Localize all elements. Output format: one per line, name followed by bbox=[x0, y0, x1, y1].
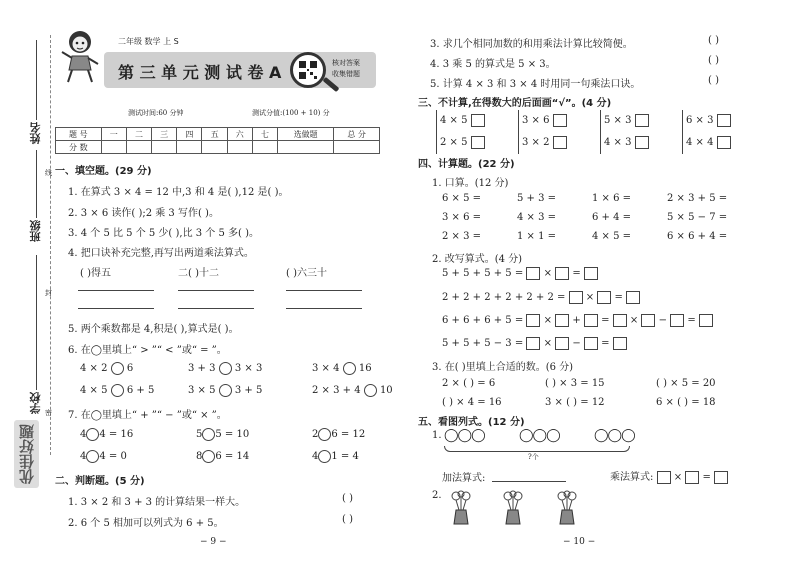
compare-pair: 5 × 3 4 × 3 bbox=[600, 110, 649, 154]
section5-title: 五、看图列式。(12 分) bbox=[418, 417, 525, 428]
judge-blank[interactable]: ( ) bbox=[342, 514, 353, 525]
answer-box[interactable] bbox=[569, 291, 583, 304]
s2-q5: 5. 计算 4 × 3 和 3 × 4 时用同一句乘法口诀。 bbox=[430, 79, 641, 90]
school-line[interactable] bbox=[36, 255, 37, 390]
answer-circle[interactable] bbox=[86, 428, 99, 441]
grade-info: 二年级 数学 上 S bbox=[118, 37, 179, 46]
page-number-right: − 10 − bbox=[563, 537, 596, 547]
oral-item[interactable]: 2 × 3 + 5 = bbox=[667, 193, 728, 204]
compare-item: 3 × 5 3 + 5 bbox=[188, 385, 263, 396]
answer-box[interactable] bbox=[584, 314, 598, 327]
answer-circle[interactable] bbox=[318, 428, 331, 441]
name-line[interactable] bbox=[36, 40, 37, 120]
fill-item[interactable]: ( ) × 4 = 16 bbox=[442, 397, 502, 408]
score-cell[interactable] bbox=[278, 141, 334, 154]
judge-blank[interactable]: ( ) bbox=[342, 493, 353, 504]
check-box[interactable] bbox=[471, 114, 485, 127]
answer-box[interactable] bbox=[584, 337, 598, 350]
oral-item[interactable]: 6 × 5 = bbox=[442, 193, 482, 204]
operator-item: 2 6 = 12 bbox=[312, 429, 366, 440]
answer-circle[interactable] bbox=[86, 450, 99, 463]
fill-title: 3. 在( )里填上合适的数。(6 分) bbox=[432, 362, 574, 373]
compare-pair: 6 × 3 4 × 4 bbox=[682, 110, 731, 154]
table-cell: 选做题 bbox=[278, 128, 334, 141]
page-number-left: − 9 − bbox=[200, 537, 227, 547]
answer-box[interactable] bbox=[555, 314, 569, 327]
score-cell[interactable] bbox=[126, 141, 151, 154]
score-cell[interactable] bbox=[101, 141, 126, 154]
s1-q4-item-3[interactable]: ( )六三十 bbox=[286, 268, 327, 279]
fill-item[interactable]: ( ) × 3 = 15 bbox=[545, 378, 605, 389]
qr-text-1: 核对答案 bbox=[332, 59, 360, 67]
s1-q4: 4. 把口诀补充完整,再写出两道乘法算式。 bbox=[68, 248, 254, 259]
s5-q2-label: 2. bbox=[432, 490, 442, 501]
oral-item[interactable]: 5 × 5 − 7 = bbox=[667, 212, 728, 223]
compare-pair: 4 × 5 2 × 5 bbox=[436, 110, 485, 154]
fill-item[interactable]: 2 × ( ) = 6 bbox=[442, 378, 496, 389]
answer-box[interactable] bbox=[685, 471, 699, 484]
compare-item: 3 + 3 3 × 3 bbox=[188, 363, 263, 374]
answer-box[interactable] bbox=[526, 337, 540, 350]
score-cell[interactable] bbox=[227, 141, 252, 154]
answer-circle[interactable] bbox=[202, 428, 215, 441]
compare-item: 3 × 4 16 bbox=[312, 363, 372, 374]
s2-q1: 1. 3 × 2 和 3 + 3 的计算结果一样大。 bbox=[68, 497, 246, 508]
brace-label: ?个 bbox=[528, 453, 539, 461]
answer-box[interactable] bbox=[657, 471, 671, 484]
s1-q6: 6. 在◯里填上“ > ”“ < ”或“ = ”。 bbox=[68, 345, 227, 356]
class-label: 班级 bbox=[29, 220, 42, 242]
operator-item: 4 1 = 4 bbox=[312, 451, 359, 462]
answer-circle[interactable] bbox=[364, 384, 377, 397]
compare-item: 4 × 5 6 + 5 bbox=[80, 385, 155, 396]
oral-title: 1. 口算。(12 分) bbox=[432, 178, 509, 189]
operator-item: 5 5 = 10 bbox=[196, 429, 250, 440]
fill-item[interactable]: 6 × ( ) = 18 bbox=[656, 397, 716, 408]
class-line[interactable] bbox=[36, 150, 37, 218]
qr-code-icon[interactable] bbox=[290, 52, 326, 88]
score-cell[interactable] bbox=[202, 141, 227, 154]
answer-line[interactable] bbox=[286, 308, 362, 309]
check-box[interactable] bbox=[635, 114, 649, 127]
s5-q1-label: 1. bbox=[432, 430, 442, 441]
s1-q5[interactable]: 5. 两个乘数都是 4,积是( ),算式是( )。 bbox=[68, 324, 239, 335]
section3-title: 三、不计算,在得数大的后面画“√”。(4 分) bbox=[418, 98, 612, 109]
answer-box[interactable] bbox=[526, 267, 540, 280]
table-cell: 一 bbox=[101, 128, 126, 141]
check-box[interactable] bbox=[635, 136, 649, 149]
brand-logo: 优佳好题 bbox=[14, 420, 39, 488]
cut-line bbox=[50, 35, 51, 455]
s1-q3[interactable]: 3. 4 个 5 比 5 个 5 少( ),比 3 个 5 多( )。 bbox=[68, 228, 260, 239]
check-box[interactable] bbox=[553, 136, 567, 149]
s2-q4: 4. 3 乘 5 的算式是 5 × 3。 bbox=[430, 59, 556, 70]
oral-item[interactable]: 1 × 1 = bbox=[517, 231, 557, 242]
rewrite-row: 5 + 5 + 5 − 3 = × − = bbox=[442, 337, 627, 350]
s2-q2: 2. 6 个 5 相加可以列式为 6 + 5。 bbox=[68, 518, 224, 529]
oral-item[interactable]: 2 × 3 = bbox=[442, 231, 482, 242]
answer-box[interactable] bbox=[670, 314, 684, 327]
check-box[interactable] bbox=[717, 136, 731, 149]
rewrite-title: 2. 改写算式。(4 分) bbox=[432, 254, 523, 265]
table-cell: 三 bbox=[152, 128, 177, 141]
table-cell: 六 bbox=[227, 128, 252, 141]
answer-circle[interactable] bbox=[219, 362, 232, 375]
check-box[interactable] bbox=[553, 114, 567, 127]
oral-item[interactable]: 6 + 4 = bbox=[592, 212, 632, 223]
line-mark-3: 密 bbox=[45, 409, 52, 417]
answer-box[interactable] bbox=[613, 314, 627, 327]
rewrite-row: 5 + 5 + 5 + 5 = × = bbox=[442, 267, 598, 280]
table-cell: 二 bbox=[126, 128, 151, 141]
score-cell[interactable] bbox=[334, 141, 380, 154]
compare-pair: 3 × 6 3 × 2 bbox=[518, 110, 567, 154]
qr-text-2: 收集错题 bbox=[332, 70, 360, 78]
answer-box[interactable] bbox=[626, 291, 640, 304]
answer-box[interactable] bbox=[699, 314, 713, 327]
answer-circle[interactable] bbox=[202, 450, 215, 463]
operator-item: 4 4 = 0 bbox=[80, 451, 127, 462]
page-title: 第 三 单 元 测 试 卷 A bbox=[118, 63, 282, 82]
mascot-girl bbox=[58, 28, 100, 84]
score-cell[interactable] bbox=[177, 141, 202, 154]
score-table bbox=[55, 127, 380, 154]
add-label: 加法算式: bbox=[442, 473, 486, 484]
judge-blank[interactable]: ( ) bbox=[708, 35, 719, 46]
table-cell: 七 bbox=[252, 128, 277, 141]
s1-q4-item-2[interactable]: 二( )十二 bbox=[178, 268, 219, 279]
table-cell: 总 分 bbox=[334, 128, 380, 141]
answer-box[interactable] bbox=[555, 337, 569, 350]
table-cell: 五 bbox=[202, 128, 227, 141]
compare-item: 4 × 2 6 bbox=[80, 363, 134, 374]
oral-item[interactable]: 4 × 3 = bbox=[517, 212, 557, 223]
mul-label: 乘法算式: × = bbox=[610, 468, 728, 484]
answer-circle[interactable] bbox=[111, 362, 124, 375]
circle-group: ◯◯◯ bbox=[444, 428, 485, 443]
oral-item[interactable]: 5 + 3 = bbox=[517, 193, 557, 204]
answer-box[interactable] bbox=[613, 337, 627, 350]
fill-item[interactable]: ( ) × 5 = 20 bbox=[656, 378, 716, 389]
answer-line[interactable] bbox=[178, 308, 254, 309]
oral-item[interactable]: 6 × 6 + 4 = bbox=[667, 231, 728, 242]
answer-box[interactable] bbox=[555, 267, 569, 280]
answer-circle[interactable] bbox=[343, 362, 356, 375]
answer-box[interactable] bbox=[714, 471, 728, 484]
rewrite-row: 2 + 2 + 2 + 2 + 2 + 2 = × = bbox=[442, 291, 640, 304]
answer-line[interactable] bbox=[178, 290, 254, 291]
score-table-header-row bbox=[56, 128, 380, 141]
answer-line[interactable] bbox=[78, 290, 154, 291]
answer-box[interactable] bbox=[526, 314, 540, 327]
section1-title: 一、填空题。(29 分) bbox=[55, 166, 152, 177]
operator-item: 8 6 = 14 bbox=[196, 451, 250, 462]
circle-group: ◯◯◯ bbox=[594, 428, 635, 443]
s1-q4-item-1[interactable]: ( )得五 bbox=[80, 268, 111, 279]
score-cell[interactable] bbox=[152, 141, 177, 154]
table-cell: 题 号 bbox=[56, 128, 102, 141]
flower-vase-icon bbox=[554, 490, 580, 529]
answer-circle[interactable] bbox=[318, 450, 331, 463]
add-answer-line[interactable] bbox=[492, 481, 566, 482]
check-box[interactable] bbox=[471, 136, 485, 149]
oral-item[interactable]: 3 × 6 = bbox=[442, 212, 482, 223]
score-cell[interactable] bbox=[252, 141, 277, 154]
answer-line[interactable] bbox=[286, 290, 362, 291]
test-time: 测试时间:60 分钟 bbox=[128, 109, 184, 117]
rewrite-row: 6 + 6 + 6 + 5 = × + = × − = bbox=[442, 314, 713, 327]
section4-title: 四、计算题。(22 分) bbox=[418, 159, 515, 170]
answer-circle[interactable] bbox=[219, 384, 232, 397]
answer-box[interactable] bbox=[584, 267, 598, 280]
answer-box[interactable] bbox=[597, 291, 611, 304]
judge-blank[interactable]: ( ) bbox=[708, 55, 719, 66]
circle-group: ◯◯◯ bbox=[519, 428, 560, 443]
oral-item[interactable]: 4 × 5 = bbox=[592, 231, 632, 242]
operator-item: 4 4 = 16 bbox=[80, 429, 134, 440]
oral-item[interactable]: 1 × 6 = bbox=[592, 193, 632, 204]
s1-q2[interactable]: 2. 3 × 6 读作( );2 乘 3 写作( )。 bbox=[68, 208, 219, 219]
name-label: 姓名 bbox=[29, 122, 42, 144]
section2-title: 二、判断题。(5 分) bbox=[55, 476, 145, 487]
line-mark-1: 线 bbox=[45, 169, 52, 177]
compare-item: 2 × 3 + 4 10 bbox=[312, 385, 393, 396]
check-box[interactable] bbox=[717, 114, 731, 127]
fill-item[interactable]: 3 × ( ) = 12 bbox=[545, 397, 605, 408]
table-cell: 四 bbox=[177, 128, 202, 141]
test-score-total: 测试分值:(100 + 10) 分 bbox=[252, 109, 330, 117]
flower-vase-icon bbox=[448, 490, 474, 529]
s1-q1[interactable]: 1. 在算式 3 × 4 = 12 中,3 和 4 是( ),12 是( )。 bbox=[68, 187, 289, 198]
flower-vase-icon bbox=[500, 490, 526, 529]
school-label: 学校 bbox=[29, 392, 42, 414]
judge-blank[interactable]: ( ) bbox=[708, 75, 719, 86]
table-cell: 分 数 bbox=[56, 141, 102, 154]
s2-q3: 3. 求几个相同加数的和用乘法计算比较简便。 bbox=[430, 39, 633, 50]
score-table-score-row bbox=[56, 141, 380, 154]
answer-circle[interactable] bbox=[111, 384, 124, 397]
s1-q7: 7. 在◯里填上“ + ”“ − ”或“ × ”。 bbox=[68, 410, 227, 421]
line-mark-2: 封 bbox=[45, 289, 52, 297]
answer-line[interactable] bbox=[78, 308, 154, 309]
answer-box[interactable] bbox=[641, 314, 655, 327]
